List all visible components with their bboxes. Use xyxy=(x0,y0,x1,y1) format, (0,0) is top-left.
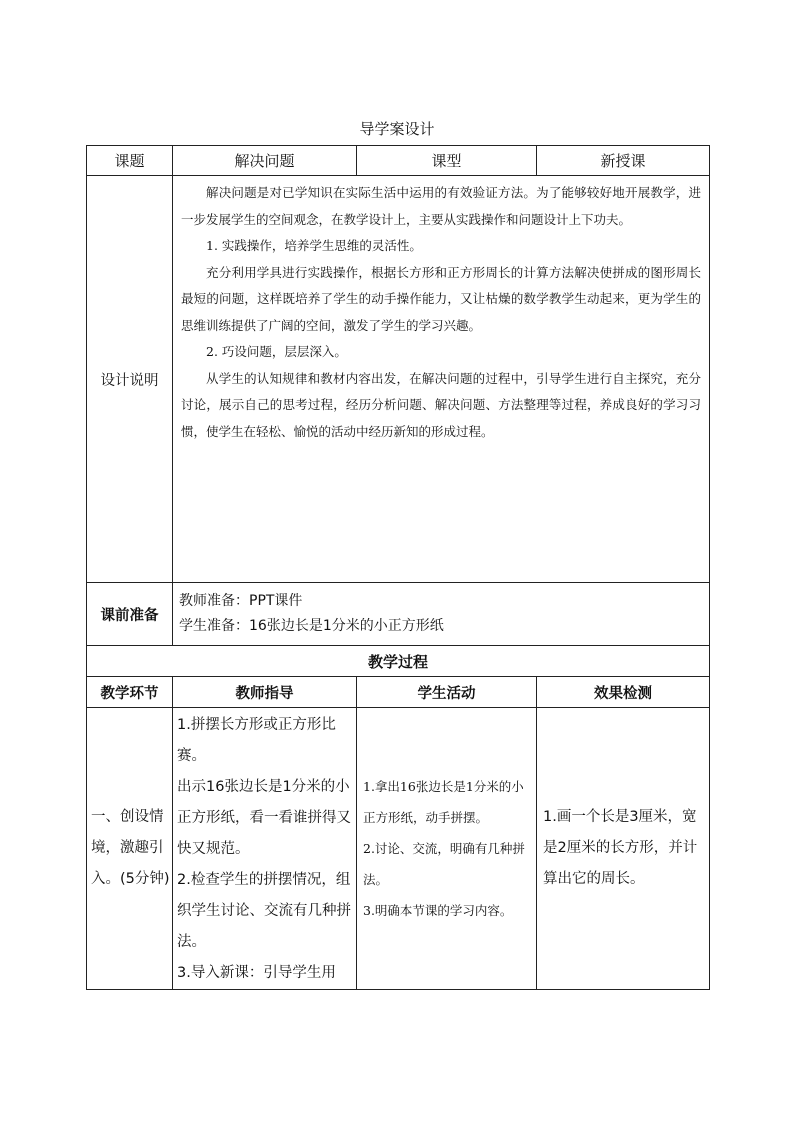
effect-check-cell: 1.画一个长是3厘米，宽是2厘米的长方形，并计算出它的周长。 xyxy=(537,708,710,990)
design-point-heading: 1. 实践操作，培养学生思维的灵活性。 xyxy=(206,238,422,253)
prep-content xyxy=(173,583,710,646)
design-row xyxy=(87,176,710,583)
page-title: 导学案设计 xyxy=(359,120,435,138)
process-title: 教学过程 xyxy=(87,646,710,677)
design-paragraph: 从学生的认知规律和教材内容出发，在解决问题的过程中，引导学生进行自主探究，充分讨论，展示自己的思考过程，经历分析问题、解决问题、方法整理等过程，养成良好的学习习惯，使学生在轻松、愉悦的活动中经历新知的形成过程。 xyxy=(181,370,701,439)
teacher-step: 2.检查学生的拼摆情况，组织学生讨论、交流有几种拼法。 xyxy=(177,872,351,950)
design-point-heading: 2. 巧设问题，层层深入。 xyxy=(206,344,347,359)
type-value: 新授课 xyxy=(537,146,710,176)
process-header-row xyxy=(87,677,710,708)
design-description xyxy=(173,176,710,583)
teacher-prep: 教师准备：PPT课件 xyxy=(179,593,303,609)
topic-value: 解决问题 xyxy=(173,146,357,176)
student-step: 1.拿出16张边长是1分米的小正方形纸，动手拼摆。 xyxy=(363,779,524,825)
column-header: 教师指导 xyxy=(173,677,357,708)
student-prep: 学生准备：16张边长是1分米的小正方形纸 xyxy=(179,618,444,634)
teacher-step: 3.导入新课：引导学生用 xyxy=(177,965,336,981)
process-title-row xyxy=(87,646,710,677)
design-label: 设计说明 xyxy=(87,176,173,583)
topic-label: 课题 xyxy=(87,146,173,176)
teacher-guidance-cell xyxy=(173,708,357,990)
header-row xyxy=(87,146,710,176)
column-header: 教学环节 xyxy=(87,677,173,708)
student-step: 2.讨论、交流，明确有几种拼法。 xyxy=(363,841,525,887)
prep-label: 课前准备 xyxy=(87,583,173,646)
stage-cell: 一、创设情境，激趣引入。(5分钟) xyxy=(87,708,173,990)
design-paragraph: 解决问题是对已学知识在实际生活中运用的有效验证方法。为了能够较好地开展教学，进一步发展学生的空间观念，在教学设计上，主要从实践操作和问题设计上下功夫。 xyxy=(181,185,701,227)
teacher-step: 1.拼摆长方形或正方形比赛。 xyxy=(177,717,336,764)
teacher-step: 出示16张边长是1分米的小正方形纸，看一看谁拼得又快又规范。 xyxy=(177,779,351,857)
process-row xyxy=(87,708,710,990)
type-label: 课型 xyxy=(357,146,537,176)
design-paragraph: 充分利用学具进行实践操作，根据长方形和正方形周长的计算方法解决使拼成的图形周长最短的问题，这样既培养了学生的动手操作能力，又让枯燥的数学教学生动起来，更为学生的思维训练提供了广阔的空间，激发了学生的学习兴趣。 xyxy=(181,264,701,333)
student-step: 3.明确本节课的学习内容。 xyxy=(363,903,513,918)
student-activity-cell xyxy=(357,708,537,990)
column-header: 效果检测 xyxy=(537,677,710,708)
lesson-plan-table xyxy=(86,145,710,990)
prep-row xyxy=(87,583,710,646)
column-header: 学生活动 xyxy=(357,677,537,708)
